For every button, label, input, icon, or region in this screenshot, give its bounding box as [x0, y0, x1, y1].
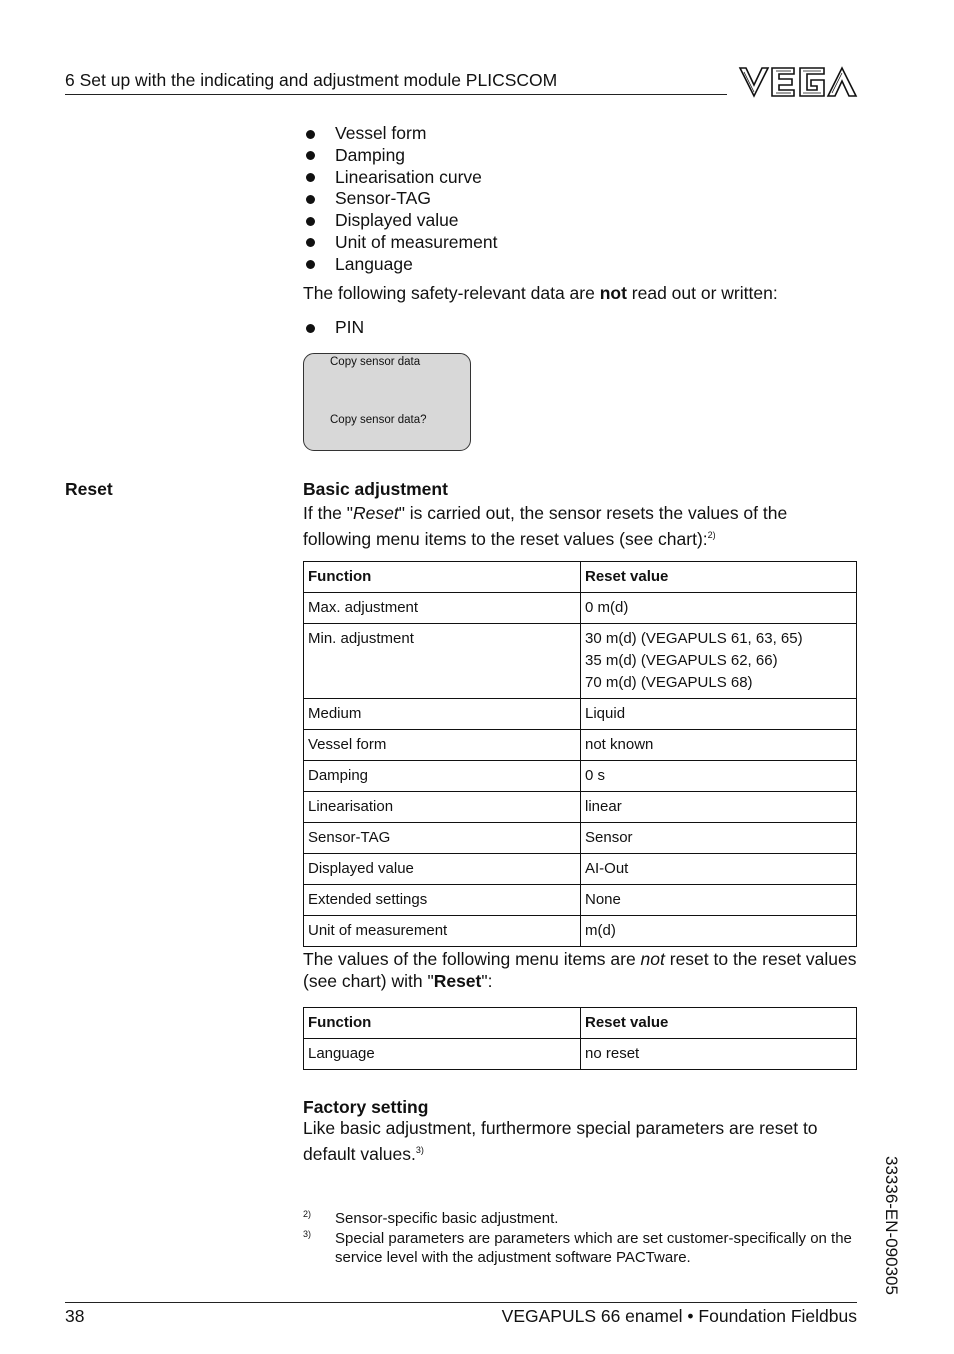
- table-row: [304, 761, 857, 792]
- table-row: [304, 885, 857, 916]
- page-number: 38: [65, 1306, 85, 1326]
- bullet-icon: [306, 173, 315, 182]
- bullet-icon: [306, 130, 315, 139]
- table-cell: Sensor: [581, 823, 857, 854]
- table-header-cell: Function: [304, 562, 581, 593]
- table-cell: AI-Out: [581, 854, 857, 885]
- header-rule: [65, 94, 727, 95]
- table-header-cell: Reset value: [581, 562, 857, 593]
- table-cell: Language: [304, 1039, 581, 1070]
- footer-product: VEGAPULS 66 enamel • Foundation Fieldbus: [501, 1306, 857, 1326]
- bullet-icon: [306, 217, 315, 226]
- list-item: Linearisation curve: [303, 167, 497, 189]
- list-item: Sensor-TAG: [303, 188, 497, 210]
- side-label-reset: Reset: [65, 479, 113, 499]
- table-cell: linear: [581, 792, 857, 823]
- basic-adjustment-title: Basic adjustment: [303, 479, 448, 499]
- parameter-list: [303, 123, 497, 276]
- table-cell: Displayed value: [304, 854, 581, 885]
- document-id: 33336-EN-090305: [882, 1156, 901, 1295]
- table-row: [304, 1039, 857, 1070]
- not-reset-paragraph: The values of the following menu items are not reset to the reset values (see chart) with "Reset":: [303, 949, 857, 991]
- header-title: 6 Set up with the indicating and adjustment module PLICSCOM: [65, 70, 558, 90]
- display-line-title: Copy sensor data: [330, 356, 421, 368]
- table-cell: Extended settings: [304, 885, 581, 916]
- list-item: Damping: [303, 145, 497, 167]
- table-cell: Vessel form: [304, 730, 581, 761]
- no-reset-table: [303, 1007, 857, 1070]
- table-header-row: [304, 562, 857, 593]
- table-row: [304, 699, 857, 730]
- bullet-icon: [306, 238, 315, 247]
- display-line-prompt: Copy sensor data?: [330, 414, 427, 426]
- vega-logo: [738, 64, 858, 105]
- table-header-cell: Function: [304, 1008, 581, 1039]
- factory-setting-title: Factory setting: [303, 1097, 429, 1117]
- table-cell: Max. adjustment: [304, 593, 581, 624]
- table-row: [304, 593, 857, 624]
- table-cell: Min. adjustment: [304, 624, 581, 699]
- table-header-cell: Reset value: [581, 1008, 857, 1039]
- bullet-icon: [306, 195, 315, 204]
- table-row: [304, 916, 857, 947]
- table-cell: Sensor-TAG: [304, 823, 581, 854]
- reset-values-table: [303, 561, 857, 947]
- table-cell: Damping: [304, 761, 581, 792]
- table-row: [304, 854, 857, 885]
- table-row: [304, 624, 857, 699]
- display-screen: [303, 353, 471, 451]
- table-cell: 0 s: [581, 761, 857, 792]
- list-item: Unit of measurement: [303, 232, 497, 254]
- table-cell: 0 m(d): [581, 593, 857, 624]
- table-cell: 30 m(d) (VEGAPULS 61, 63, 65) 35 m(d) (VEGAPULS 62, 66) 70 m(d) (VEGAPULS 68): [581, 624, 857, 699]
- table-cell: Linearisation: [304, 792, 581, 823]
- table-row: [304, 792, 857, 823]
- table-cell: Liquid: [581, 699, 857, 730]
- table-row: [304, 730, 857, 761]
- list-item: Displayed value: [303, 210, 497, 232]
- bullet-icon: [306, 324, 315, 333]
- footnote: 2) Sensor-specific basic adjustment. 3) Special parameters are parameters which are set customer-specifically on the service level with the adjustment software PACTware.: [303, 1209, 852, 1266]
- table-header-row: [304, 1008, 857, 1039]
- safety-list: [303, 317, 364, 339]
- table-cell: not known: [581, 730, 857, 761]
- basic-adjustment-text: If the "Reset" is carried out, the sensor resets the values of the following menu items to the reset values (see chart):$^{2)}$: [303, 503, 788, 549]
- list-item: Language: [303, 254, 497, 276]
- list-item: PIN: [303, 317, 364, 339]
- table-cell: no reset: [581, 1039, 857, 1070]
- footer-rule: [65, 1302, 857, 1303]
- table-cell: Unit of measurement: [304, 916, 581, 947]
- table-cell: None: [581, 885, 857, 916]
- list-item: Vessel form: [303, 123, 497, 145]
- safety-paragraph: The following safety-relevant data are not read out or written:: [303, 283, 778, 303]
- table-row: [304, 823, 857, 854]
- bullet-icon: [306, 151, 315, 160]
- bullet-icon: [306, 260, 315, 269]
- table-cell: Medium: [304, 699, 581, 730]
- table-cell: m(d): [581, 916, 857, 947]
- factory-setting-text: Like basic adjustment, furthermore special parameters are reset to default values.$^{3)}$: [303, 1118, 818, 1164]
